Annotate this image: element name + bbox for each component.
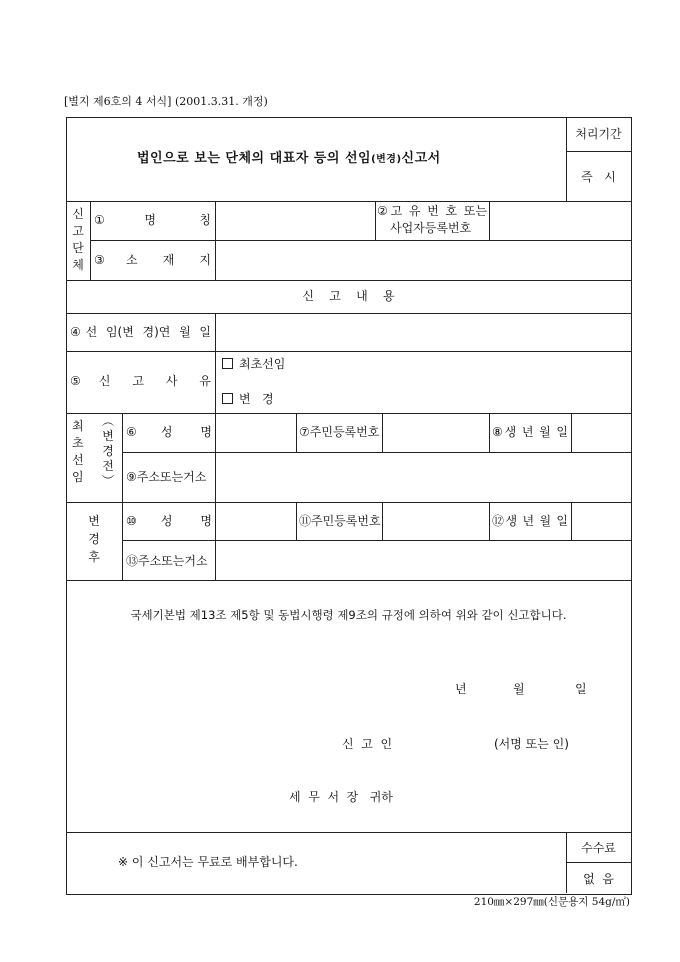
form-reference: [별지 제6호의 4 서식] (2001.3.31. 개정) bbox=[64, 95, 268, 108]
divider bbox=[382, 502, 383, 540]
fee-label: 수수료 bbox=[581, 841, 616, 855]
after-address-field[interactable] bbox=[218, 543, 628, 578]
after-side-label: 변 경 후 bbox=[88, 514, 100, 564]
divider bbox=[215, 201, 216, 280]
divider bbox=[566, 151, 631, 152]
before-side-label-a: 최 초 선 임 bbox=[72, 419, 84, 484]
after-rrn-field[interactable] bbox=[385, 505, 486, 538]
divider bbox=[566, 862, 631, 863]
divider bbox=[122, 452, 631, 453]
before-address-label: ⑨주소또는거소 bbox=[126, 470, 207, 484]
divider bbox=[122, 413, 123, 580]
divider bbox=[382, 413, 383, 452]
divider bbox=[66, 502, 631, 503]
before-birth-field[interactable] bbox=[574, 416, 628, 450]
after-birth-field[interactable] bbox=[574, 505, 628, 538]
divider bbox=[66, 351, 631, 352]
divider bbox=[489, 502, 490, 540]
checkbox[interactable] bbox=[222, 393, 233, 404]
report-reason-label: ⑤신 고 사 유 bbox=[70, 374, 211, 388]
addressee: 세 무 서 장 귀하 bbox=[289, 790, 393, 804]
checkbox[interactable] bbox=[222, 358, 233, 369]
before-rrn-label: ⑦주민등록번호 bbox=[299, 425, 380, 439]
reason-option-change[interactable] bbox=[222, 393, 274, 405]
unique-number-label-line2: 사업자등록번호 bbox=[390, 221, 472, 235]
before-rrn-field[interactable] bbox=[385, 416, 486, 450]
after-name-label: ⑩성 명 bbox=[126, 514, 212, 528]
reporter-label: 신 고 인 bbox=[342, 737, 393, 751]
form-title bbox=[137, 152, 441, 165]
form-title-main: 법인으로 보는 단체의 대표자 등의 선임 bbox=[137, 151, 372, 166]
divider bbox=[375, 201, 376, 240]
org-address-label: ③소 재 지 bbox=[94, 253, 211, 267]
divider bbox=[122, 540, 631, 541]
form-title-small: (변경) bbox=[371, 154, 402, 165]
appointment-date-label: ④선 임(변 경)연 월 일 bbox=[70, 325, 211, 339]
after-birth-label: ⑫생 년 월 일 bbox=[492, 514, 568, 528]
date-month-label: 월 bbox=[513, 682, 525, 696]
org-address-field[interactable] bbox=[218, 243, 628, 278]
divider bbox=[489, 201, 490, 240]
after-name-field[interactable] bbox=[218, 505, 293, 538]
signature-note: (서명 또는 인) bbox=[494, 737, 569, 751]
report-content-heading: 신 고 내 용 bbox=[302, 289, 395, 303]
unique-number-field[interactable] bbox=[492, 204, 628, 238]
before-birth-label: ⑧생 년 월 일 bbox=[492, 425, 568, 439]
processing-period-label: 처리기간 bbox=[575, 127, 622, 141]
reason-option-initial-label: 최초선임 bbox=[239, 357, 286, 371]
divider bbox=[296, 502, 297, 540]
before-name-field[interactable] bbox=[218, 416, 293, 450]
before-address-field[interactable] bbox=[218, 455, 628, 500]
date-day-label: 일 bbox=[575, 682, 587, 696]
divider bbox=[215, 313, 216, 413]
declaration-statement: 국세기본법 제13조 제5항 및 동법시행령 제9조의 규정에 의하여 위와 같이 신고합니다. bbox=[130, 608, 567, 622]
paper-specification: 210㎜×297㎜(신문용지 54g/㎡) bbox=[473, 896, 630, 908]
divider bbox=[66, 201, 631, 202]
divider bbox=[90, 240, 631, 241]
org-name-label: ①명 칭 bbox=[94, 213, 211, 227]
divider bbox=[571, 502, 572, 540]
divider bbox=[66, 313, 631, 314]
divider bbox=[66, 580, 631, 581]
divider bbox=[489, 413, 490, 452]
reason-option-initial[interactable] bbox=[222, 358, 285, 370]
divider bbox=[90, 201, 91, 280]
divider bbox=[215, 413, 216, 580]
reporting-org-side-label: 신 고 단 체 bbox=[72, 207, 84, 272]
before-name-label: ⑥성 명 bbox=[126, 425, 212, 439]
divider bbox=[66, 413, 631, 414]
divider bbox=[571, 413, 572, 452]
divider bbox=[66, 832, 631, 833]
date-year-label: 년 bbox=[455, 682, 467, 696]
reason-option-change-label: 변 경 bbox=[239, 392, 274, 406]
divider bbox=[66, 280, 631, 281]
processing-period-value: 즉 시 bbox=[581, 170, 616, 184]
free-distribution-notice: ※ 이 신고서는 무료로 배부합니다. bbox=[118, 855, 298, 869]
after-rrn-label: ⑪주민등록번호 bbox=[299, 514, 381, 528]
form-title-suffix: 신고서 bbox=[401, 151, 441, 166]
before-side-label-b: ︵ 변 경 전 ︶ bbox=[102, 414, 115, 488]
appointment-date-field[interactable] bbox=[218, 316, 628, 349]
divider bbox=[296, 413, 297, 452]
fee-value: 없 음 bbox=[583, 872, 614, 886]
org-name-field[interactable] bbox=[218, 204, 372, 238]
after-address-label: ⑬주소또는거소 bbox=[126, 554, 208, 568]
unique-number-label-line1: ②고 유 번 호 또는 bbox=[377, 204, 487, 218]
